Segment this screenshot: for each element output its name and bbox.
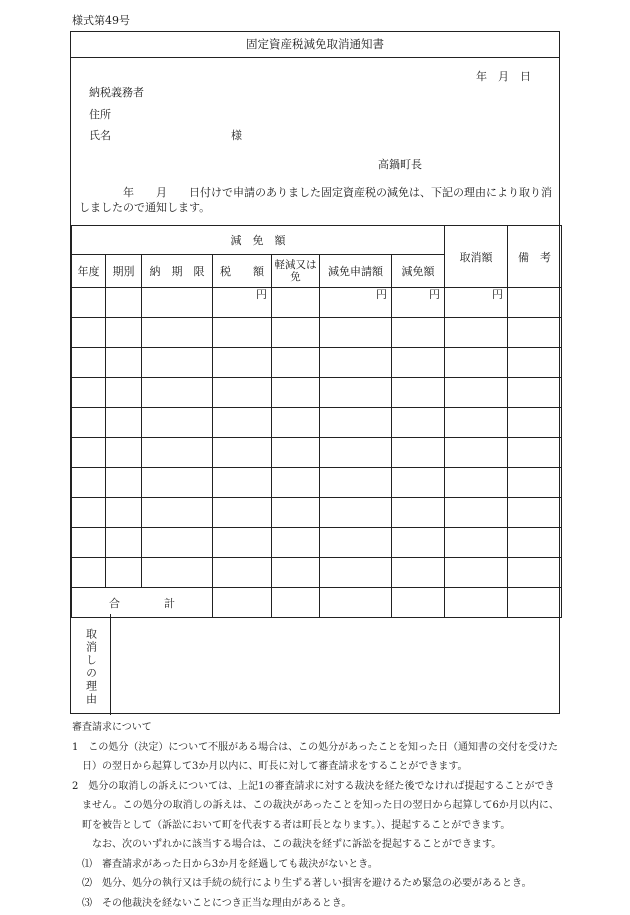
table-row [72, 438, 562, 468]
form-title: 固定資産税減免取消通知書 [71, 32, 559, 58]
col-fiscal-year: 年度 [72, 255, 106, 288]
notes-line: ません。この処分の取消しの訴えは、この裁決があったことを知った日の翌日から起算して6か月以内に、 [72, 800, 559, 811]
notes-heading: 審査請求について [72, 722, 152, 733]
col-tax-amount: 税 額 [213, 255, 272, 288]
cancellation-reason-section [71, 614, 559, 715]
reduction-group-header: 減 免 額 [72, 226, 445, 255]
table-row [72, 528, 562, 558]
table-row [72, 348, 562, 378]
table-row [72, 498, 562, 528]
col-installment: 期別 [106, 255, 142, 288]
notice-form [70, 31, 560, 714]
reason-label: 取消しの理由 [71, 614, 111, 715]
table-row [72, 558, 562, 588]
table-row [72, 468, 562, 498]
notes-line: ⑴ 審査請求があった日から3か月を経過しても裁決がないとき。 [72, 858, 378, 870]
appeal-notes [72, 718, 572, 913]
issuer: 高鍋町長 [378, 158, 422, 171]
table-row [72, 318, 562, 348]
yen-unit: 円 [213, 288, 272, 318]
notes-line: ⑶ その他裁決を経ないことにつき正当な理由があるとき。 [72, 897, 352, 909]
table-row [72, 378, 562, 408]
date-line: 年 月 日 [476, 70, 531, 83]
col-requested-amount: 減免申請額 [320, 255, 392, 288]
notes-line: ⑵ 処分、処分の執行又は手続の続行により生ずる著しい損害を避けるため緊急の必要があるとき。 [72, 878, 532, 889]
yen-unit: 円 [392, 288, 445, 318]
remarks-header: 備 考 [508, 226, 562, 288]
yen-unit: 円 [445, 288, 508, 318]
honorific: 様 [231, 129, 242, 142]
notes-line: 日）の翌日から起算して3か月以内に、町長に対して審査請求をすることができます。 [72, 761, 468, 772]
col-reduced-amount: 減免額 [392, 255, 445, 288]
col-reduction-or-exemption: 軽減又は免 [272, 255, 320, 288]
name-label: 氏名 [89, 129, 111, 142]
notes-line: 2 処分の取消しの訴えについては、上記1の審査請求に対する裁決を経た後でなければ提起することができ [72, 780, 555, 792]
col-due-date: 納 期 限 [142, 255, 213, 288]
total-row [72, 588, 562, 618]
notice-body: 年 月 日付けで申請のありました固定資産税の減免は、下記の理由により取り消しましたので通知します。 [79, 186, 552, 214]
notes-line: 1 この処分（決定）について不服がある場合は、この処分があったことを知った日（通知書の交付を受けた [72, 741, 559, 753]
address-label: 住所 [89, 108, 111, 121]
table-row [72, 288, 562, 318]
reduction-table [71, 225, 562, 618]
cancel-amount-header: 取消額 [445, 226, 508, 288]
total-label: 合 計 [72, 588, 213, 618]
notes-line: なお、次のいずれかに該当する場合は、この裁決を経ずに訴訟を提起することができます。 [72, 839, 502, 850]
notes-line: 町を被告として（訴訟において町を代表する者は町長となります。）、提起することができます。 [72, 819, 511, 831]
form-number: 様式第49号 [72, 14, 130, 27]
table-row [72, 408, 562, 438]
taxpayer-label: 納税義務者 [89, 86, 144, 99]
yen-unit: 円 [320, 288, 392, 318]
